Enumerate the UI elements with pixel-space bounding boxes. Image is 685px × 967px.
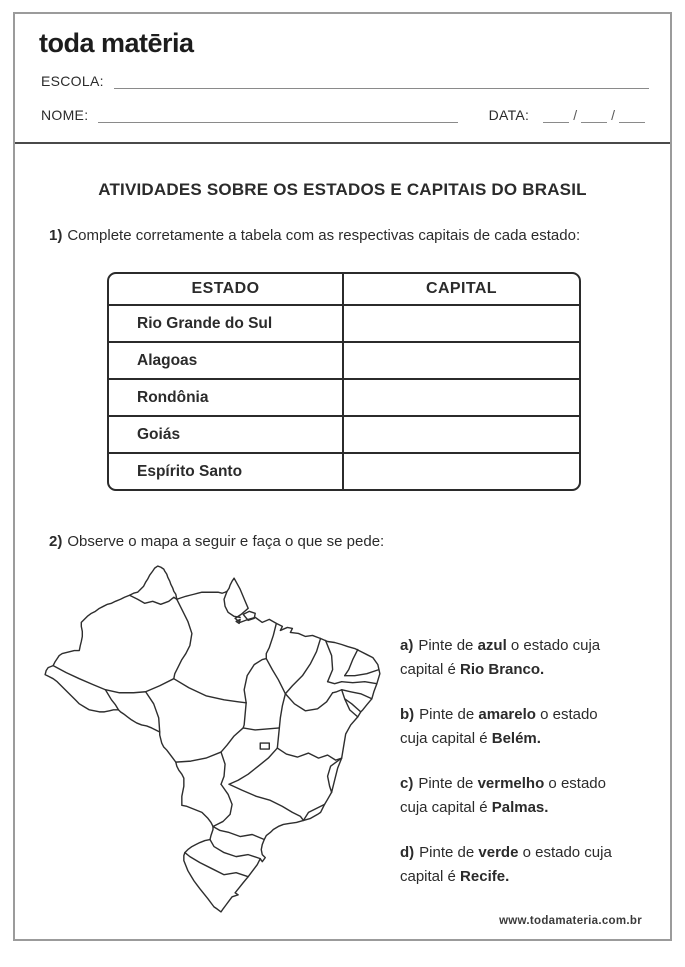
capital-column-header: CAPITAL	[426, 280, 497, 297]
instruction-letter: a)	[400, 637, 414, 654]
capital-name: Belém.	[491, 730, 541, 747]
instruction-letter: b)	[400, 706, 415, 723]
date-day-blank[interactable]	[543, 106, 569, 123]
capital-name: Palmas.	[491, 799, 549, 816]
instruction-a: a) Pinte de azul o estado cuja capital é Rio Branco.	[400, 637, 601, 678]
nome-field-row	[41, 106, 649, 123]
color-word: azul	[477, 637, 507, 654]
website-url: www.todamateria.com.br	[499, 915, 642, 927]
table-row	[109, 380, 579, 417]
question-2-text: 2) Observe o mapa a seguir e faça o que se pede:	[49, 533, 385, 550]
question-1-text: 1) Complete corretamente a tabela com as respectivas capitais de cada estado:	[49, 227, 581, 244]
brazil-outline	[45, 566, 380, 912]
estado-cell: Goiás	[109, 417, 344, 452]
instruction-letter: d)	[400, 844, 415, 861]
question-1-number: 1)	[49, 227, 63, 244]
color-word: amarelo	[478, 706, 536, 723]
worksheet-title: ATIVIDADES SOBRE OS ESTADOS E CAPITAIS DO BRASIL	[98, 180, 587, 199]
capital-name: Rio Branco.	[460, 661, 545, 678]
table-row	[109, 454, 579, 489]
color-word: vermelho	[477, 775, 545, 792]
table-row	[109, 417, 579, 454]
instruction-d: d) Pinte de verde o estado cuja capital é Recife.	[400, 844, 612, 885]
date-year-blank[interactable]	[619, 106, 645, 123]
color-word: verde	[478, 844, 519, 861]
escola-label: ESCOLA:	[41, 73, 104, 89]
date-month-blank[interactable]	[581, 106, 607, 123]
table-header-row	[109, 274, 579, 306]
brazil-map	[23, 560, 405, 916]
worksheet-page	[13, 12, 672, 941]
capital-answer-cell[interactable]	[344, 454, 579, 489]
nome-label: NOME:	[41, 107, 89, 123]
nome-fill-line[interactable]	[98, 106, 458, 123]
map-instructions	[400, 634, 628, 910]
capital-answer-cell[interactable]	[344, 380, 579, 415]
capital-answer-cell[interactable]	[344, 306, 579, 341]
instruction-c: c) Pinte de vermelho o estado cuja capital é Palmas.	[400, 775, 606, 816]
instruction-letter: c)	[400, 775, 414, 792]
estado-cell: Rondônia	[109, 380, 344, 415]
table-row	[109, 306, 579, 343]
question-2-number: 2)	[49, 533, 63, 550]
states-capitals-table	[107, 272, 581, 491]
estado-cell: Rio Grande do Sul	[109, 306, 344, 341]
brazil-states-map-svg	[23, 560, 405, 916]
instruction-b: b) Pinte de amarelo o estado cuja capital é Belém.	[400, 706, 598, 747]
data-label: DATA:	[488, 107, 530, 123]
worksheet-header	[15, 14, 670, 144]
estado-cell: Alagoas	[109, 343, 344, 378]
toda-materia-logo: toda matēria	[39, 28, 194, 58]
estado-cell: Espírito Santo	[109, 454, 344, 489]
escola-field-row	[41, 72, 649, 89]
state-borders	[53, 591, 379, 876]
estado-column-header: ESTADO	[109, 274, 344, 304]
capital-answer-cell[interactable]	[344, 417, 579, 452]
capital-name: Recife.	[460, 868, 510, 885]
capital-answer-cell[interactable]	[344, 343, 579, 378]
date-field-group	[489, 106, 649, 123]
distrito-federal-square	[260, 743, 269, 749]
table-row	[109, 343, 579, 380]
date-slash: /	[611, 107, 615, 123]
escola-fill-line[interactable]	[114, 72, 649, 89]
date-slash: /	[573, 107, 578, 123]
